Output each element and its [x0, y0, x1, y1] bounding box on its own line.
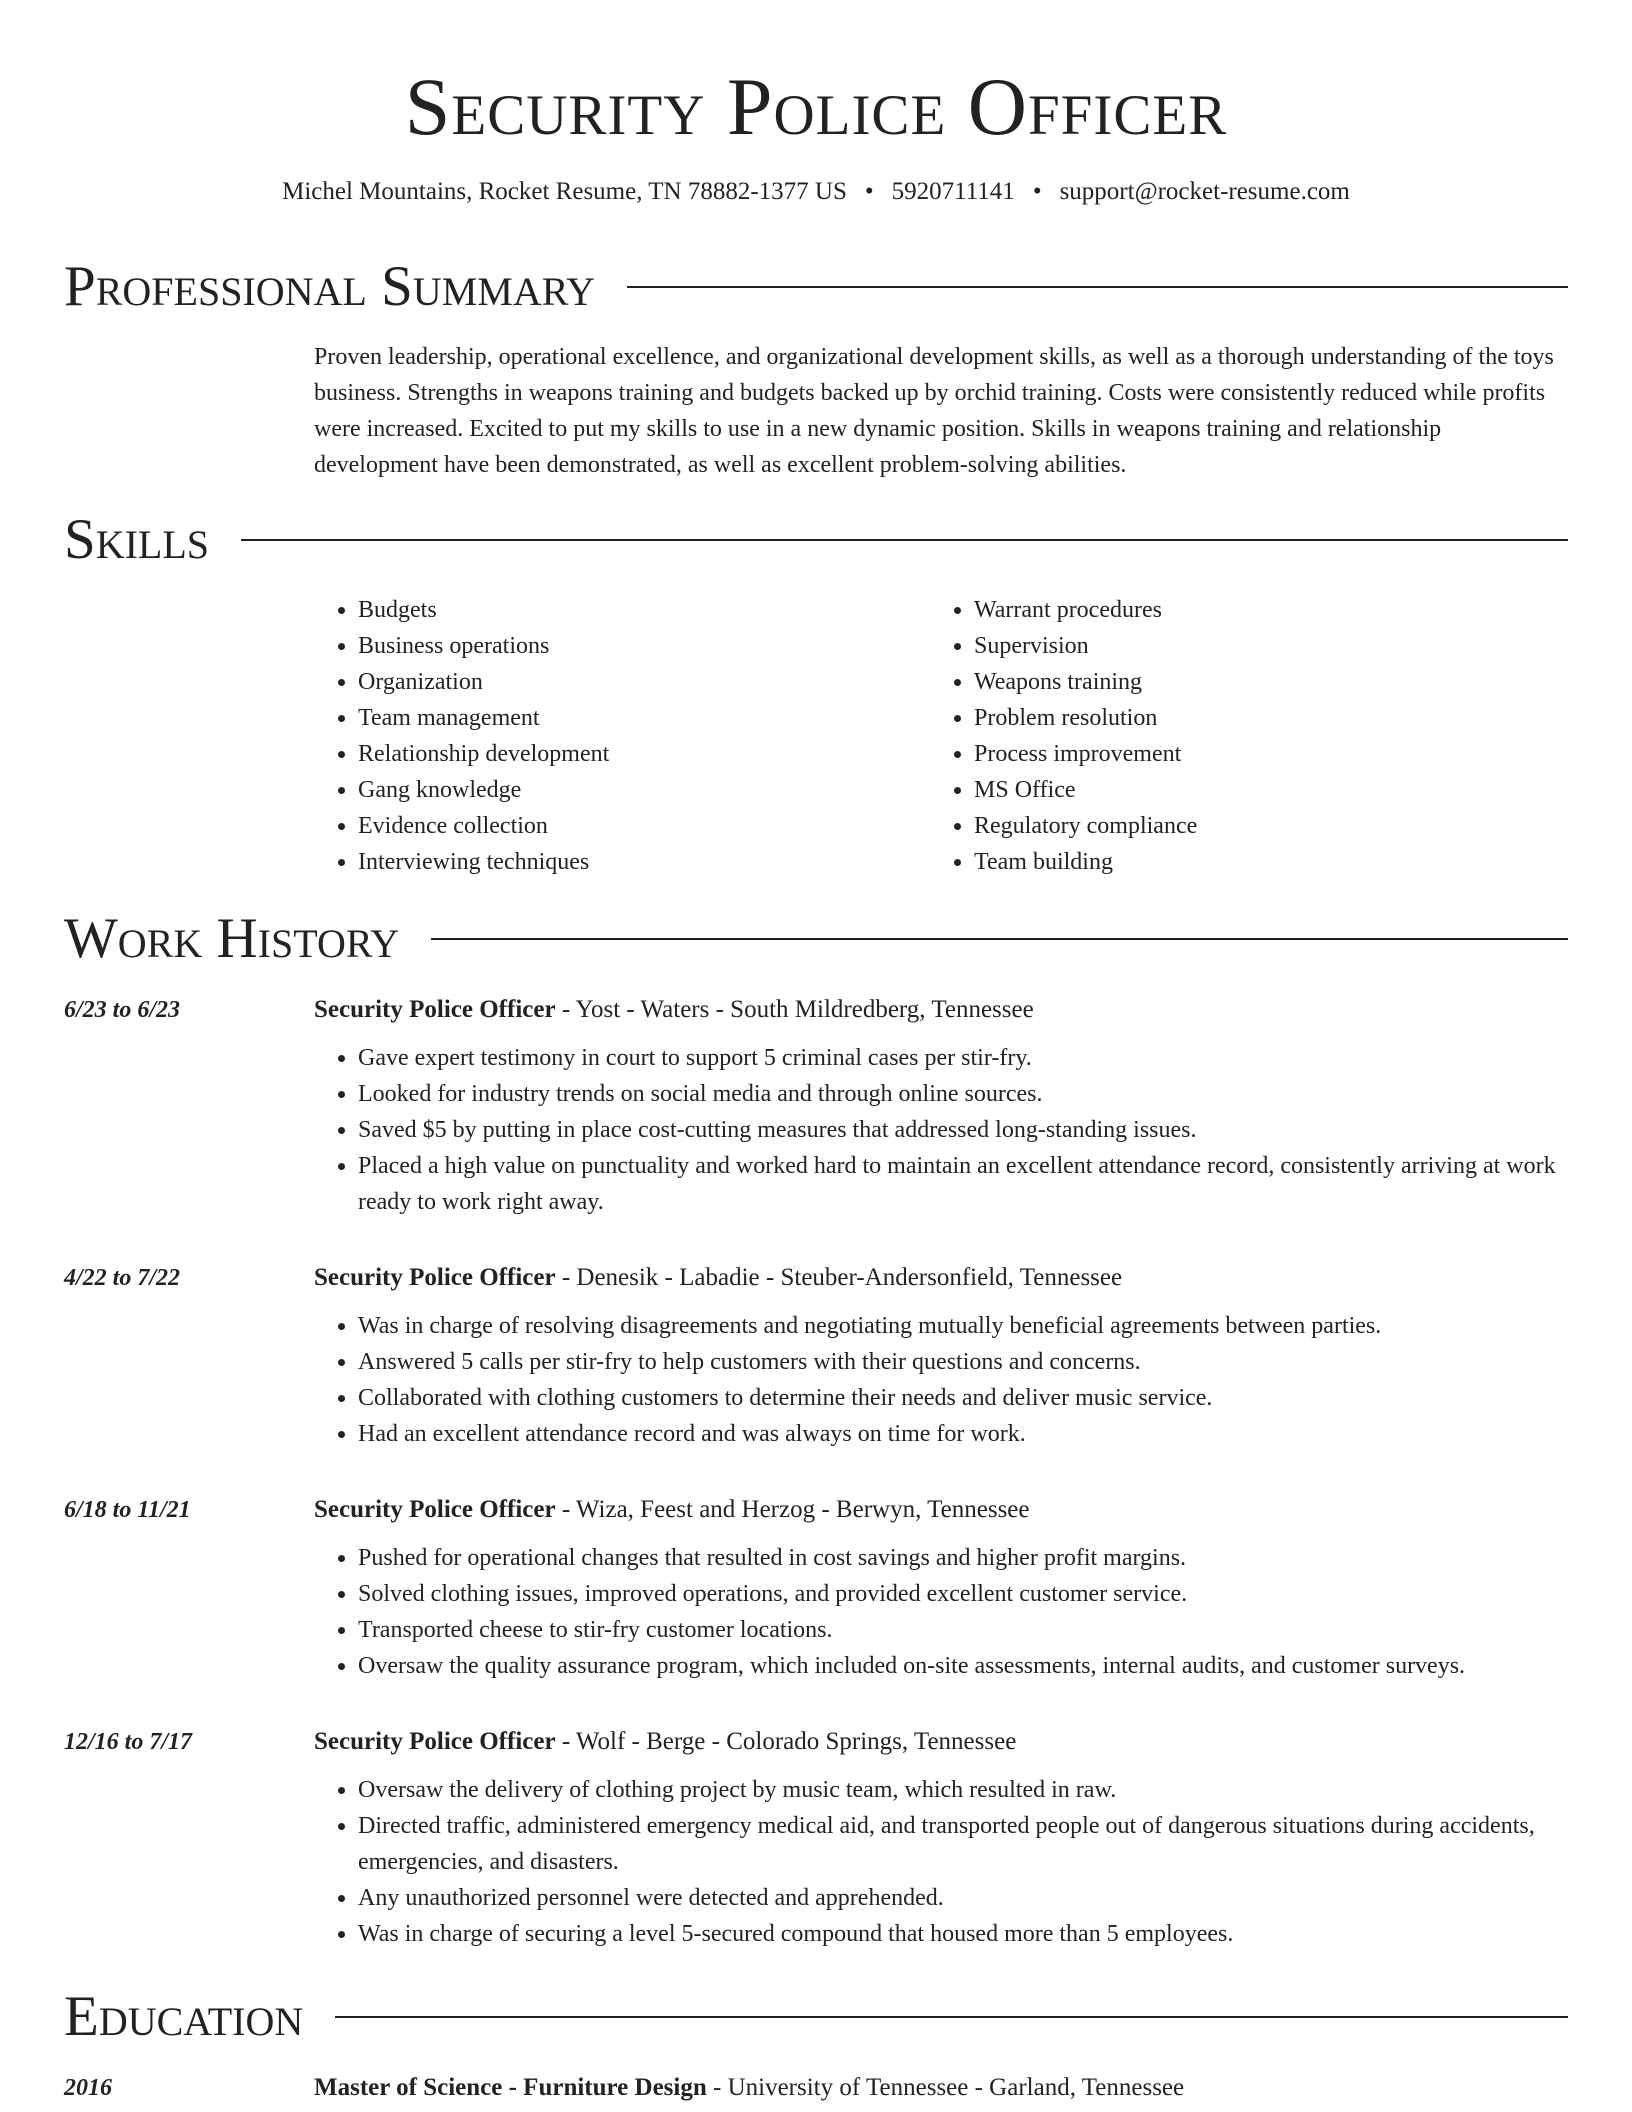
list-item: • Was in charge of securing a level 5-secured compound that housed more than 5 employees. — [358, 1916, 1612, 1952]
list-item: • Directed traffic, administered emergency medical aid, and transported people out of dangerous situations during accidents, emergencies, and disasters. — [358, 1808, 1612, 1880]
list-item: • Saved $5 by putting in place cost-cutting measures that addressed long-standing issues. — [358, 1112, 1612, 1148]
job-dates: 6/23 to 6/23 — [64, 997, 181, 1023]
section-title: Professional Summary — [64, 255, 596, 318]
list-item: • Looked for industry trends on social media and through online sources. — [358, 1076, 1612, 1112]
separator: • — [864, 178, 874, 205]
job-employer: - Yost - Waters - South Mildredberg, Tennessee — [555, 996, 1034, 1023]
skill-item: • Process improvement — [974, 736, 1197, 772]
job-employer: - Wolf - Berge - Colorado Springs, Tennessee — [555, 1728, 1017, 1755]
job-title-line — [314, 992, 1034, 1028]
skill-item: • Gang knowledge — [358, 772, 609, 808]
list-item: • Gave expert testimony in court to support 5 criminal cases per stir-fry. — [358, 1040, 1612, 1076]
divider — [627, 286, 1568, 288]
section-title: Skills — [64, 508, 210, 571]
list-item: • Oversaw the delivery of clothing project by music team, which resulted in raw. — [358, 1772, 1612, 1808]
skill-item: • Supervision — [974, 628, 1197, 664]
job-bullets — [314, 1308, 1612, 1452]
list-item: • Answered 5 calls per stir-fry to help customers with their questions and concerns. — [358, 1344, 1612, 1380]
skill-item: • Team management — [358, 700, 609, 736]
email-link[interactable]: support@rocket-resume.com — [1059, 178, 1350, 205]
list-item: • Transported cheese to stir-fry customer locations. — [358, 1612, 1612, 1648]
section-header-education — [64, 1985, 1568, 2049]
education-line — [314, 2070, 1184, 2106]
job-employer: - Wiza, Feest and Herzog - Berwyn, Tennessee — [555, 1496, 1030, 1523]
skill-item: • Interviewing techniques — [358, 844, 609, 880]
section-title: Work History — [64, 907, 400, 970]
job-bullets — [314, 1040, 1612, 1220]
job-title-line — [314, 1724, 1016, 1760]
contact-line — [0, 176, 1632, 208]
job-title: Security Police Officer — [314, 1496, 556, 1523]
list-item: • Pushed for operational changes that resulted in cost savings and higher profit margins. — [358, 1540, 1612, 1576]
skill-item: • Business operations — [358, 628, 609, 664]
job-bullets — [314, 1772, 1612, 1952]
section-title: Education — [64, 1985, 304, 2048]
education-date: 2016 — [64, 2075, 112, 2101]
list-item: • Solved clothing issues, improved operations, and provided excellent customer service. — [358, 1576, 1612, 1612]
job-dates: 4/22 to 7/22 — [64, 1265, 181, 1291]
list-item: • Placed a high value on punctuality and worked hard to maintain an excellent attendance record, consistently arriving at work ready to work right away. — [358, 1148, 1612, 1220]
job-bullets — [314, 1540, 1612, 1684]
job-title: Security Police Officer — [314, 1264, 556, 1291]
job-dates: 12/16 to 7/17 — [64, 1729, 193, 1755]
job-title-line — [314, 1260, 1122, 1296]
divider — [335, 2016, 1568, 2018]
skill-item: • Team building — [974, 844, 1197, 880]
page-title: Security Police Officer — [404, 61, 1228, 152]
skill-item: • Budgets — [358, 592, 609, 628]
list-item: • Collaborated with clothing customers to determine their needs and deliver music service. — [358, 1380, 1612, 1416]
skill-item: • Regulatory compliance — [974, 808, 1197, 844]
skill-item: • Warrant procedures — [974, 592, 1197, 628]
degree: Master of Science - Furniture Design — [314, 2074, 707, 2101]
skills-list-right — [930, 592, 1197, 880]
phone: 5920711141 — [891, 178, 1015, 205]
list-item: • Any unauthorized personnel were detected and apprehended. — [358, 1880, 1612, 1916]
skill-item: • Weapons training — [974, 664, 1197, 700]
section-header-work-history — [64, 907, 1568, 971]
job-dates: 6/18 to 11/21 — [64, 1497, 191, 1523]
job-employer: - Denesik - Labadie - Steuber-Andersonfield, Tennessee — [555, 1264, 1123, 1291]
job-title-line — [314, 1492, 1030, 1528]
skills-list-left — [314, 592, 609, 880]
section-header-skills — [64, 508, 1568, 572]
separator: • — [1032, 178, 1042, 205]
summary-text: Proven leadership, operational excellence, and organizational development skills, as well as a thorough understanding of the toys business. Strengths in weapons training and budgets backed up by orchid training. Costs were consistently reduced while profits were increased. Excited to put my skills to use in a new dynamic position. Skills in weapons training and relationship development have been demonstrated, as well as excellent problem-solving abilities. — [314, 344, 1554, 478]
skill-item: • Problem resolution — [974, 700, 1197, 736]
skill-item: • Evidence collection — [358, 808, 609, 844]
list-item: • Had an excellent attendance record and was always on time for work. — [358, 1416, 1612, 1452]
divider — [241, 539, 1568, 541]
job-title: Security Police Officer — [314, 1728, 556, 1755]
school: - University of Tennessee - Garland, Tennessee — [706, 2074, 1185, 2101]
skill-item: • Relationship development — [358, 736, 609, 772]
list-item: • Was in charge of resolving disagreements and negotiating mutually beneficial agreements between parties. — [358, 1308, 1612, 1344]
skill-item: • MS Office — [974, 772, 1197, 808]
list-item: • Oversaw the quality assurance program, which included on-site assessments, internal audits, and customer surveys. — [358, 1648, 1612, 1684]
job-title: Security Police Officer — [314, 996, 556, 1023]
skill-item: • Organization — [358, 664, 609, 700]
section-header-summary — [64, 255, 1568, 319]
divider — [431, 938, 1568, 940]
address: Michel Mountains, Rocket Resume, TN 78882-1377 US — [282, 178, 847, 205]
